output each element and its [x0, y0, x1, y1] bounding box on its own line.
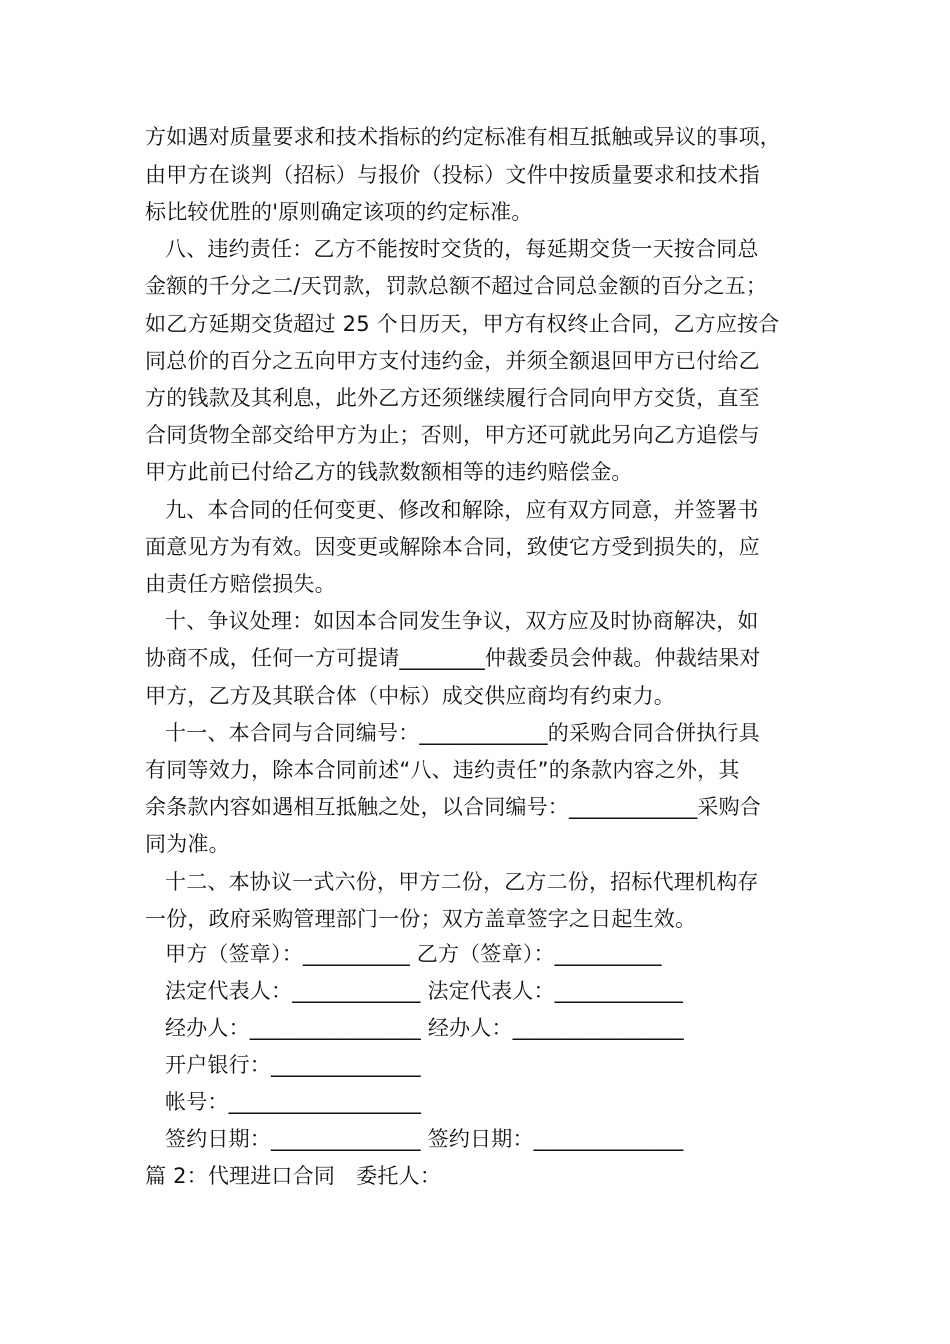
text-line: 面意见方为有效。因变更或解除本合同，致使它方受到损失的，应 — [145, 535, 760, 559]
clause-9-heading-line: 九、本合同的任何变更、修改和解除，应有双方同意，并签署书 — [165, 498, 759, 522]
signature-handler-line: 经办人：________________ 经办人：________________ — [165, 1016, 684, 1040]
text-line: 同总价的百分之五向甲方支付违约金，并须全额退回甲方已付给乙 — [145, 349, 760, 373]
text-line: 由责任方赔偿损失。 — [145, 572, 336, 596]
section-heading: 篇 2：代理进口合同 委托人： — [145, 1164, 442, 1188]
text-line: 标比较优胜的'原则确定该项的约定标准。 — [145, 200, 533, 224]
signature-seal-line: 甲方（签章）：__________ 乙方（签章）：__________ — [165, 942, 662, 966]
text-line: 方的钱款及其利息，此外乙方还须继续履行合同向甲方交货，直至 — [145, 386, 760, 410]
text-line: 方如遇对质量要求和技术指标的约定标准有相互抵触或异议的事项， — [145, 125, 781, 149]
signature-bank-line: 开户银行：______________ — [165, 1053, 421, 1077]
signature-account-line: 帐号：__________________ — [165, 1090, 422, 1114]
text-line: 合同货物全部交给甲方为止；否则，甲方还可就此另向乙方追偿与 — [145, 423, 760, 447]
text-line: 有同等效力，除本合同前述“八、违约责任”的条款内容之外，其 — [145, 758, 740, 782]
signature-legal-rep-line: 法定代表人：____________ 法定代表人：____________ — [165, 979, 684, 1003]
text-line: 余条款内容如遇相互抵触之处，以合同编号：____________采购合 — [145, 795, 761, 819]
text-line: 金额的千分之二/天罚款，罚款总额不超过合同总金额的百分之五； — [145, 274, 768, 298]
text-line: 一份，政府采购管理部门一份；双方盖章签字之日起生效。 — [145, 907, 697, 931]
clause-10-heading-line: 十、争议处理：如因本合同发生争议，双方应及时协商解决，如 — [165, 609, 759, 633]
text-line: 同为准。 — [145, 832, 230, 856]
text-line: 协商不成，任何一方可提请________仲裁委员会仲裁。仲裁结果对 — [145, 646, 761, 670]
clause-8-heading-line: 八、违约责任：乙方不能按时交货的，每延期交货一天按合同总 — [165, 237, 759, 261]
signature-date-line: 签约日期：______________ 签约日期：______________ — [165, 1127, 684, 1151]
text-line: 甲方，乙方及其联合体（中标）成交供应商均有约束力。 — [145, 684, 675, 708]
text-line: 由甲方在谈判（招标）与报价（投标）文件中按质量要求和技术指 — [145, 163, 760, 187]
text-line: 甲方此前已付给乙方的钱款数额相等的违约赔偿金。 — [145, 460, 633, 484]
text-line: 如乙方延期交货超过 25 个日历天，甲方有权终止合同，乙方应按合 — [145, 312, 780, 336]
clause-12-heading-line: 十二、本协议一式六份，甲方二份，乙方二份，招标代理机构存 — [165, 870, 759, 894]
clause-11-heading-line: 十一、本合同与合同编号：____________的采购合同合併执行具 — [165, 721, 760, 745]
